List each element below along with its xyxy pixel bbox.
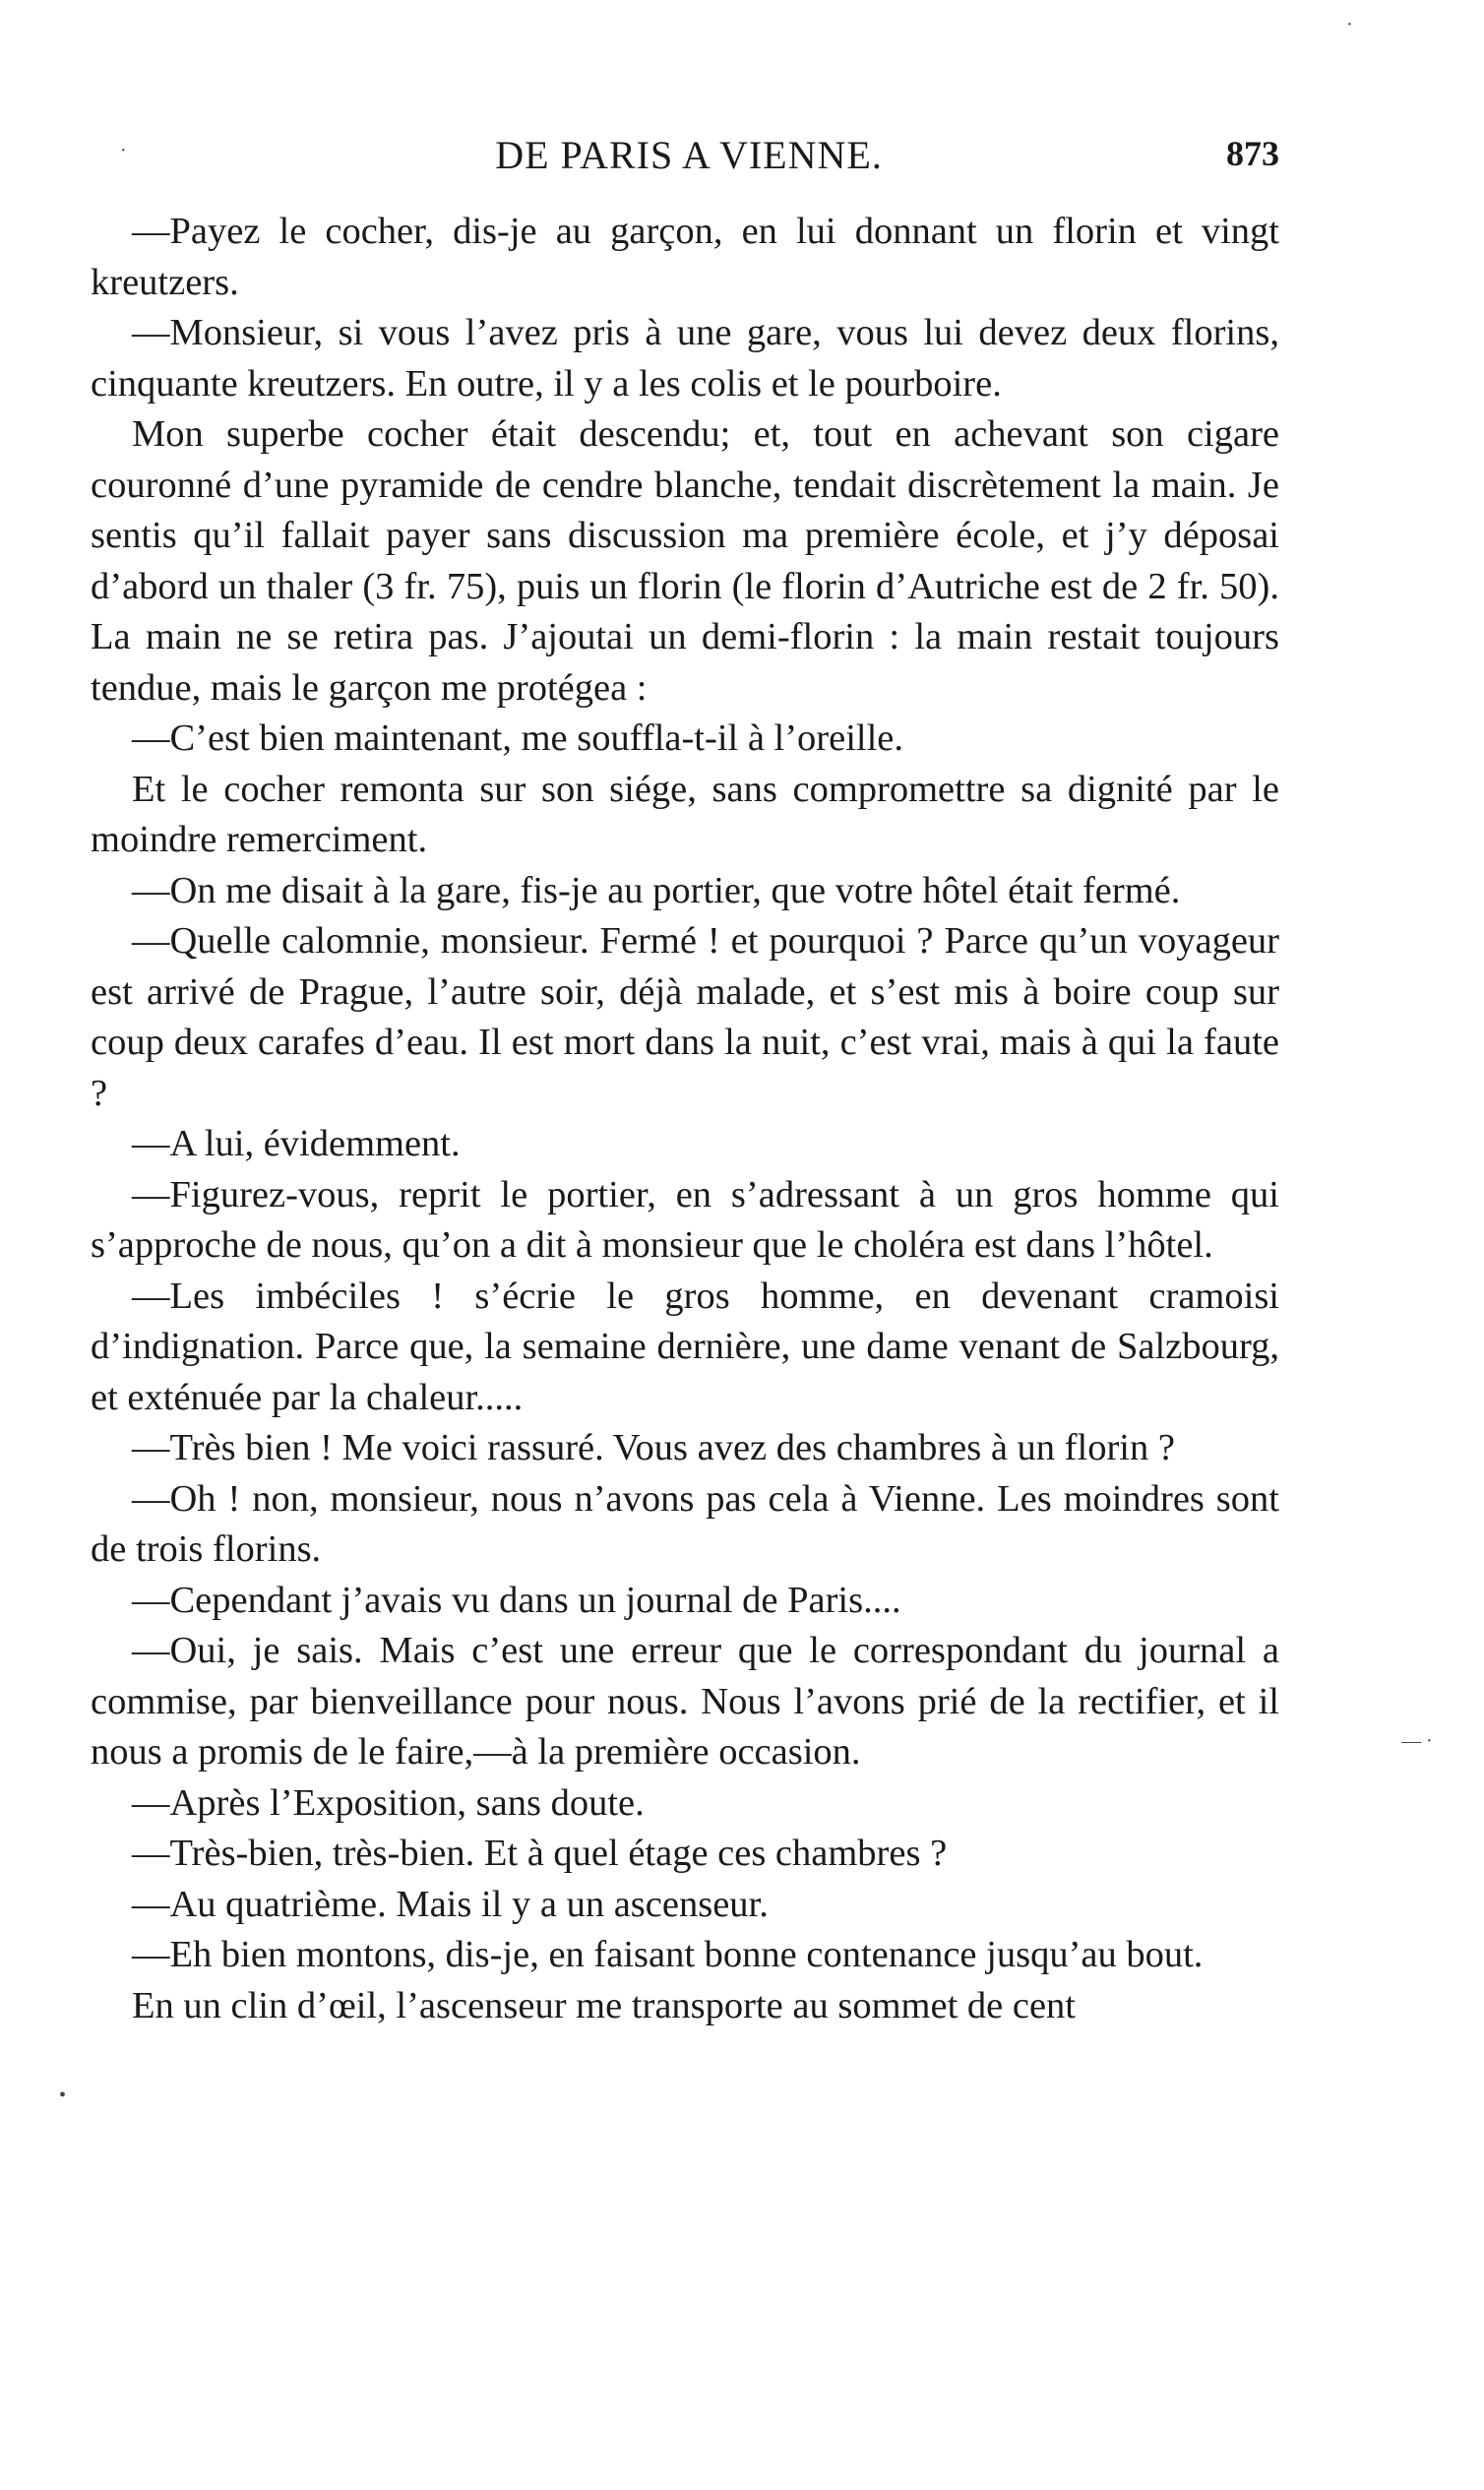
text-body <box>91 207 1279 2031</box>
paragraph: En un clin d’œil, l’ascenseur me transporte au sommet de cent <box>132 1984 1076 2026</box>
paragraph: —Très bien ! Me voici rassuré. Vous avez des chambres à un florin ? <box>132 1427 1175 1468</box>
paragraph: —Monsieur, si vous l’avez pris à une gare, vous lui devez deux florins, cinquante kreutzers. En outre, il y a les colis et le pourboire. <box>91 312 1279 405</box>
paragraph: —Payez le cocher, dis-je au garçon, en lui donnant un florin et vingt kreutzers. <box>91 211 1279 303</box>
paragraph: Mon superbe cocher était descendu; et, tout en achevant son cigare couronné d’une pyramide de cendre blanche, tendait discrètement la main. Je sentis qu’il fallait payer sans discussion ma première école, et j’y déposai d’abord un thaler (3 fr. 75), puis un florin (le florin d’Autriche est de 2 fr. 50). La main ne se retira pas. J’ajoutai un demi-florin : la main restait toujours tendue, mais le garçon me protégea : <box>91 413 1279 709</box>
paragraph: —Oui, je sais. Mais c’est une erreur que le correspondant du journal a commise, par bienveillance pour nous. Nous l’avons prié de la rectifier, et il nous a promis de le faire,—à la première occasion. <box>91 1630 1279 1773</box>
paragraph: —Cependant j’avais vu dans un journal de Paris.... <box>132 1579 901 1621</box>
paragraph: —A lui, évidemment. <box>132 1123 461 1164</box>
paragraph: —Les imbéciles ! s’écrie le gros homme, en devenant cramoisi d’indignation. Parce que, la semaine dernière, une dame venant de Salzbourg, et exténuée par la chaleur..... <box>91 1275 1279 1418</box>
paragraph: —Eh bien montons, dis-je, en faisant bonne contenance jusqu’au bout. <box>132 1934 1204 1975</box>
paragraph: —Oh ! non, monsieur, nous n’avons pas cela à Vienne. Les moindres sont de trois florins. <box>91 1477 1279 1570</box>
paragraph: —Après l’Exposition, sans doute. <box>132 1781 645 1824</box>
scan-speck: · <box>1346 14 1353 35</box>
page-number: 873 <box>1226 134 1279 173</box>
paragraph: —Quelle calomnie, monsieur. Fermé ! et pourquoi ? Parce qu’un voyageur est arrivé de Prague, l’autre soir, déjà malade, et s’est mis à boire coup sur coup deux carafes d’eau. Il est mort dans la nuit, c’est vrai, mais à qui la faute ? <box>91 920 1279 1114</box>
paragraph: —On me disait à la gare, fis-je au portier, que votre hôtel était fermé. <box>132 869 1181 911</box>
paragraph: —Au quatrième. Mais il y a un ascenseur. <box>132 1883 769 1925</box>
scan-speck: — · <box>1401 1730 1433 1752</box>
running-title: DE PARIS A VIENNE. <box>495 133 883 177</box>
paragraph: Et le cocher remonta sur son siége, sans compromettre sa dignité par le moindre remerciment. <box>91 768 1279 860</box>
paragraph: —Figurez-vous, reprit le portier, en s’adressant à un gros homme qui s’approche de nous, qu’on a dit à monsieur que le choléra est dans l’hôtel. <box>91 1173 1279 1266</box>
running-head <box>98 126 1279 185</box>
paragraph: —Très-bien, très-bien. Et à quel étage ces chambres ? <box>132 1833 948 1874</box>
paragraph: —C’est bien maintenant, me souffla-t-il à l’oreille. <box>132 717 904 759</box>
scan-speck: · <box>120 140 127 161</box>
scan-speck: • <box>59 2085 67 2106</box>
